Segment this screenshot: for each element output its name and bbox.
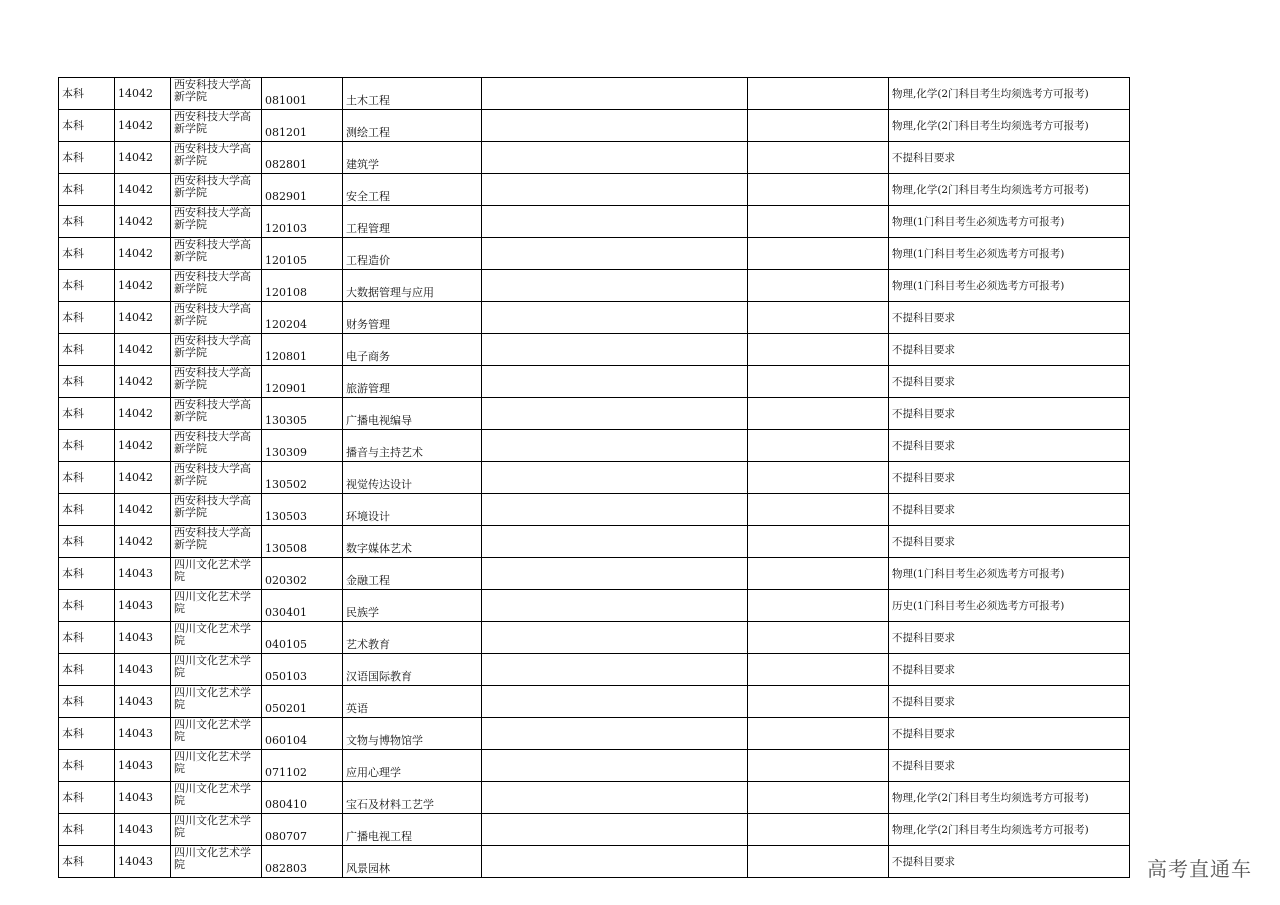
- cell-level: 本科: [59, 654, 115, 686]
- cell-school-name: 四川文化艺术学院: [171, 558, 262, 590]
- cell-subject-requirement: 物理,化学(2门科目考生均须选考方可报考): [889, 110, 1130, 142]
- cell-empty: [482, 558, 748, 590]
- cell-subject-requirement: 不提科目要求: [889, 622, 1130, 654]
- cell-school-name: 四川文化艺术学院: [171, 814, 262, 846]
- cell-level: 本科: [59, 334, 115, 366]
- table-row: [59, 430, 1130, 462]
- cell-subject-requirement: 物理(1门科目考生必须选考方可报考): [889, 238, 1130, 270]
- cell-empty: [482, 174, 748, 206]
- cell-subject-requirement: 不提科目要求: [889, 366, 1130, 398]
- cell-school-name: 西安科技大学高新学院: [171, 142, 262, 174]
- cell-major-name: 数字媒体艺术: [343, 526, 482, 558]
- cell-major-code: 130305: [262, 398, 343, 430]
- cell-major-code: 120204: [262, 302, 343, 334]
- table-row: [59, 782, 1130, 814]
- cell-empty: [482, 846, 748, 878]
- cell-major-code: 120103: [262, 206, 343, 238]
- cell-school-code: 14043: [115, 558, 171, 590]
- cell-school-name: 西安科技大学高新学院: [171, 526, 262, 558]
- cell-school-name: 西安科技大学高新学院: [171, 302, 262, 334]
- cell-empty: [482, 526, 748, 558]
- cell-major-name: 金融工程: [343, 558, 482, 590]
- cell-school-name: 四川文化艺术学院: [171, 782, 262, 814]
- cell-major-code: 081201: [262, 110, 343, 142]
- subject-requirements-table: [58, 77, 1130, 878]
- cell-school-name: 西安科技大学高新学院: [171, 430, 262, 462]
- table-row: [59, 590, 1130, 622]
- table-row: [59, 302, 1130, 334]
- cell-major-name: 电子商务: [343, 334, 482, 366]
- cell-subject-requirement: 历史(1门科目考生必须选考方可报考): [889, 590, 1130, 622]
- cell-school-code: 14042: [115, 78, 171, 110]
- cell-level: 本科: [59, 750, 115, 782]
- cell-level: 本科: [59, 622, 115, 654]
- cell-school-name: 西安科技大学高新学院: [171, 462, 262, 494]
- cell-major-code: 120801: [262, 334, 343, 366]
- table-row: [59, 366, 1130, 398]
- cell-school-name: 西安科技大学高新学院: [171, 334, 262, 366]
- cell-school-name: 四川文化艺术学院: [171, 590, 262, 622]
- cell-school-name: 西安科技大学高新学院: [171, 110, 262, 142]
- cell-level: 本科: [59, 238, 115, 270]
- table-row: [59, 686, 1130, 718]
- table-row: [59, 462, 1130, 494]
- cell-major-code: 082803: [262, 846, 343, 878]
- cell-school-name: 四川文化艺术学院: [171, 622, 262, 654]
- cell-level: 本科: [59, 142, 115, 174]
- table-row: [59, 78, 1130, 110]
- cell-major-name: 旅游管理: [343, 366, 482, 398]
- cell-empty: [482, 718, 748, 750]
- cell-level: 本科: [59, 174, 115, 206]
- table-row: [59, 110, 1130, 142]
- cell-school-code: 14042: [115, 398, 171, 430]
- table-row: [59, 238, 1130, 270]
- table-row: [59, 398, 1130, 430]
- cell-empty: [748, 558, 889, 590]
- cell-major-code: 060104: [262, 718, 343, 750]
- cell-empty: [482, 110, 748, 142]
- cell-subject-requirement: 不提科目要求: [889, 462, 1130, 494]
- cell-empty: [748, 526, 889, 558]
- cell-level: 本科: [59, 110, 115, 142]
- cell-empty: [748, 78, 889, 110]
- cell-subject-requirement: 不提科目要求: [889, 718, 1130, 750]
- cell-major-name: 建筑学: [343, 142, 482, 174]
- cell-subject-requirement: 不提科目要求: [889, 302, 1130, 334]
- cell-empty: [748, 718, 889, 750]
- table-row: [59, 654, 1130, 686]
- cell-empty: [482, 334, 748, 366]
- cell-empty: [748, 110, 889, 142]
- cell-major-name: 视觉传达设计: [343, 462, 482, 494]
- cell-empty: [482, 494, 748, 526]
- cell-school-code: 14043: [115, 590, 171, 622]
- cell-school-code: 14042: [115, 366, 171, 398]
- cell-major-name: 工程管理: [343, 206, 482, 238]
- cell-empty: [748, 590, 889, 622]
- cell-major-code: 081001: [262, 78, 343, 110]
- table-row: [59, 558, 1130, 590]
- cell-subject-requirement: 不提科目要求: [889, 750, 1130, 782]
- table-row: [59, 718, 1130, 750]
- cell-empty: [748, 398, 889, 430]
- cell-empty: [748, 206, 889, 238]
- cell-empty: [482, 782, 748, 814]
- cell-major-name: 环境设计: [343, 494, 482, 526]
- cell-school-code: 14043: [115, 782, 171, 814]
- cell-level: 本科: [59, 494, 115, 526]
- watermark-logo-text: 高考直通车: [1147, 857, 1252, 881]
- cell-level: 本科: [59, 366, 115, 398]
- cell-level: 本科: [59, 78, 115, 110]
- cell-level: 本科: [59, 782, 115, 814]
- cell-school-code: 14042: [115, 526, 171, 558]
- cell-level: 本科: [59, 206, 115, 238]
- cell-major-name: 艺术教育: [343, 622, 482, 654]
- cell-major-name: 大数据管理与应用: [343, 270, 482, 302]
- cell-subject-requirement: 不提科目要求: [889, 430, 1130, 462]
- cell-major-code: 071102: [262, 750, 343, 782]
- cell-subject-requirement: 不提科目要求: [889, 846, 1130, 878]
- cell-major-code: 050201: [262, 686, 343, 718]
- cell-school-code: 14043: [115, 814, 171, 846]
- cell-subject-requirement: 不提科目要求: [889, 494, 1130, 526]
- table-row: [59, 334, 1130, 366]
- table-row: [59, 174, 1130, 206]
- cell-school-code: 14042: [115, 494, 171, 526]
- cell-major-code: 130502: [262, 462, 343, 494]
- cell-school-code: 14043: [115, 686, 171, 718]
- cell-level: 本科: [59, 814, 115, 846]
- cell-school-code: 14042: [115, 462, 171, 494]
- cell-empty: [748, 238, 889, 270]
- cell-empty: [482, 206, 748, 238]
- cell-major-code: 082901: [262, 174, 343, 206]
- cell-major-code: 040105: [262, 622, 343, 654]
- cell-school-code: 14042: [115, 174, 171, 206]
- cell-school-name: 西安科技大学高新学院: [171, 78, 262, 110]
- cell-major-name: 文物与博物馆学: [343, 718, 482, 750]
- cell-school-name: 西安科技大学高新学院: [171, 366, 262, 398]
- table-row: [59, 750, 1130, 782]
- cell-empty: [482, 366, 748, 398]
- cell-school-name: 西安科技大学高新学院: [171, 398, 262, 430]
- cell-empty: [482, 814, 748, 846]
- cell-major-name: 汉语国际教育: [343, 654, 482, 686]
- table-row: [59, 206, 1130, 238]
- cell-major-code: 030401: [262, 590, 343, 622]
- cell-empty: [748, 334, 889, 366]
- table-row: [59, 142, 1130, 174]
- cell-major-name: 民族学: [343, 590, 482, 622]
- cell-level: 本科: [59, 462, 115, 494]
- cell-major-name: 广播电视工程: [343, 814, 482, 846]
- cell-major-code: 120901: [262, 366, 343, 398]
- cell-major-name: 播音与主持艺术: [343, 430, 482, 462]
- cell-empty: [748, 846, 889, 878]
- cell-empty: [748, 462, 889, 494]
- cell-major-name: 安全工程: [343, 174, 482, 206]
- cell-school-code: 14043: [115, 622, 171, 654]
- cell-level: 本科: [59, 430, 115, 462]
- cell-school-name: 西安科技大学高新学院: [171, 270, 262, 302]
- cell-subject-requirement: 不提科目要求: [889, 142, 1130, 174]
- cell-empty: [748, 270, 889, 302]
- cell-major-code: 080707: [262, 814, 343, 846]
- cell-school-name: 四川文化艺术学院: [171, 750, 262, 782]
- cell-school-name: 四川文化艺术学院: [171, 718, 262, 750]
- cell-school-code: 14042: [115, 238, 171, 270]
- cell-level: 本科: [59, 302, 115, 334]
- cell-school-name: 西安科技大学高新学院: [171, 206, 262, 238]
- cell-empty: [748, 750, 889, 782]
- cell-subject-requirement: 不提科目要求: [889, 398, 1130, 430]
- cell-major-name: 土木工程: [343, 78, 482, 110]
- cell-school-code: 14042: [115, 334, 171, 366]
- cell-school-name: 四川文化艺术学院: [171, 654, 262, 686]
- cell-empty: [748, 366, 889, 398]
- cell-major-code: 130508: [262, 526, 343, 558]
- table-row: [59, 846, 1130, 878]
- cell-empty: [748, 302, 889, 334]
- cell-subject-requirement: 不提科目要求: [889, 654, 1130, 686]
- cell-subject-requirement: 物理(1门科目考生必须选考方可报考): [889, 206, 1130, 238]
- cell-level: 本科: [59, 718, 115, 750]
- cell-major-code: 050103: [262, 654, 343, 686]
- cell-major-code: 130503: [262, 494, 343, 526]
- cell-empty: [482, 142, 748, 174]
- cell-major-name: 测绘工程: [343, 110, 482, 142]
- cell-major-name: 英语: [343, 686, 482, 718]
- cell-empty: [748, 142, 889, 174]
- cell-subject-requirement: 物理,化学(2门科目考生均须选考方可报考): [889, 78, 1130, 110]
- cell-major-code: 120105: [262, 238, 343, 270]
- table-row: [59, 270, 1130, 302]
- cell-school-code: 14043: [115, 750, 171, 782]
- cell-school-code: 14042: [115, 206, 171, 238]
- cell-empty: [482, 654, 748, 686]
- table-row: [59, 494, 1130, 526]
- cell-major-name: 财务管理: [343, 302, 482, 334]
- cell-empty: [748, 174, 889, 206]
- cell-empty: [482, 302, 748, 334]
- cell-major-code: 080410: [262, 782, 343, 814]
- cell-empty: [482, 750, 748, 782]
- cell-empty: [748, 654, 889, 686]
- cell-empty: [482, 78, 748, 110]
- cell-school-code: 14042: [115, 302, 171, 334]
- cell-level: 本科: [59, 558, 115, 590]
- cell-major-name: 风景园林: [343, 846, 482, 878]
- cell-school-name: 西安科技大学高新学院: [171, 238, 262, 270]
- cell-major-code: 082801: [262, 142, 343, 174]
- cell-level: 本科: [59, 590, 115, 622]
- cell-school-code: 14043: [115, 654, 171, 686]
- table-body: [59, 78, 1130, 878]
- cell-major-name: 广播电视编导: [343, 398, 482, 430]
- cell-level: 本科: [59, 270, 115, 302]
- cell-empty: [748, 430, 889, 462]
- cell-major-code: 020302: [262, 558, 343, 590]
- cell-school-code: 14042: [115, 430, 171, 462]
- cell-school-code: 14042: [115, 110, 171, 142]
- cell-level: 本科: [59, 846, 115, 878]
- cell-school-code: 14042: [115, 270, 171, 302]
- cell-empty: [748, 622, 889, 654]
- cell-empty: [482, 270, 748, 302]
- cell-school-code: 14043: [115, 846, 171, 878]
- cell-level: 本科: [59, 398, 115, 430]
- cell-empty: [482, 238, 748, 270]
- cell-empty: [748, 814, 889, 846]
- cell-empty: [748, 782, 889, 814]
- cell-level: 本科: [59, 526, 115, 558]
- table-row: [59, 814, 1130, 846]
- table-row: [59, 622, 1130, 654]
- cell-major-name: 宝石及材料工艺学: [343, 782, 482, 814]
- cell-empty: [482, 398, 748, 430]
- cell-subject-requirement: 物理,化学(2门科目考生均须选考方可报考): [889, 782, 1130, 814]
- cell-school-name: 西安科技大学高新学院: [171, 174, 262, 206]
- cell-subject-requirement: 不提科目要求: [889, 686, 1130, 718]
- cell-empty: [482, 590, 748, 622]
- cell-subject-requirement: 物理,化学(2门科目考生均须选考方可报考): [889, 174, 1130, 206]
- cell-empty: [482, 430, 748, 462]
- cell-major-code: 130309: [262, 430, 343, 462]
- cell-empty: [748, 686, 889, 718]
- cell-school-code: 14042: [115, 142, 171, 174]
- cell-level: 本科: [59, 686, 115, 718]
- cell-empty: [482, 686, 748, 718]
- cell-major-name: 应用心理学: [343, 750, 482, 782]
- cell-empty: [748, 494, 889, 526]
- cell-subject-requirement: 物理(1门科目考生必须选考方可报考): [889, 270, 1130, 302]
- table-row: [59, 526, 1130, 558]
- cell-major-name: 工程造价: [343, 238, 482, 270]
- cell-school-name: 四川文化艺术学院: [171, 686, 262, 718]
- cell-school-code: 14043: [115, 718, 171, 750]
- cell-major-code: 120108: [262, 270, 343, 302]
- cell-empty: [482, 622, 748, 654]
- cell-subject-requirement: 物理,化学(2门科目考生均须选考方可报考): [889, 814, 1130, 846]
- cell-subject-requirement: 物理(1门科目考生必须选考方可报考): [889, 558, 1130, 590]
- cell-school-name: 四川文化艺术学院: [171, 846, 262, 878]
- cell-subject-requirement: 不提科目要求: [889, 526, 1130, 558]
- cell-subject-requirement: 不提科目要求: [889, 334, 1130, 366]
- cell-school-name: 西安科技大学高新学院: [171, 494, 262, 526]
- cell-empty: [482, 462, 748, 494]
